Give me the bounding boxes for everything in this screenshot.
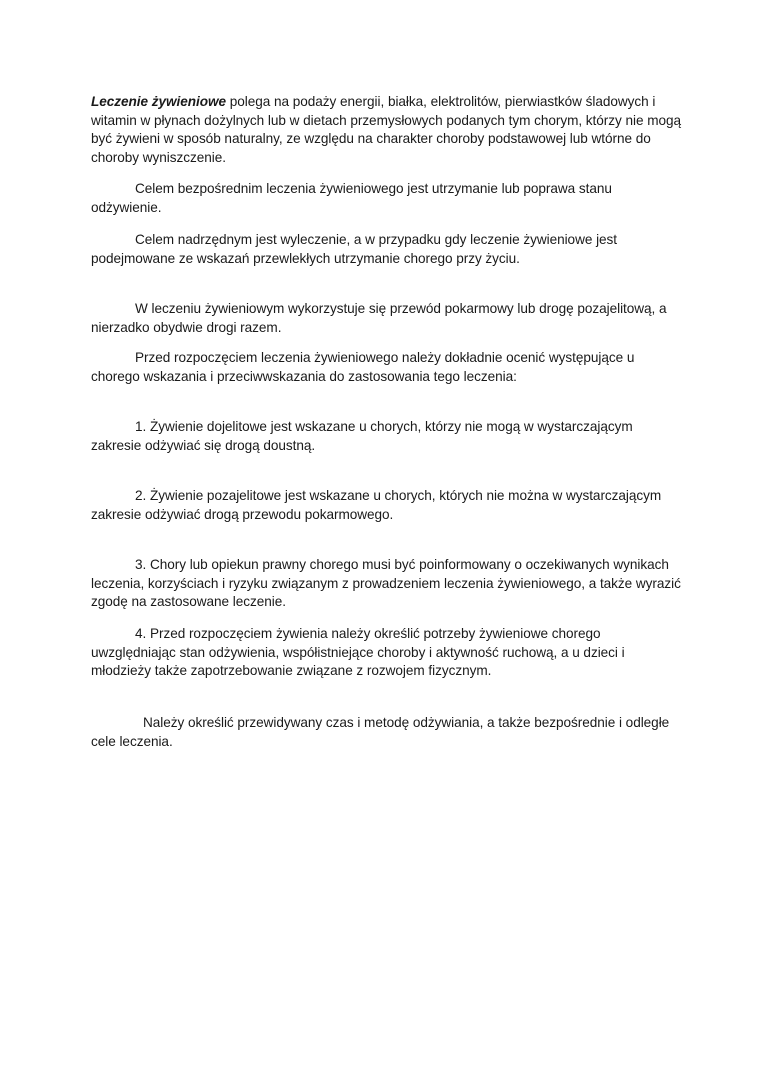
intro-term: Leczenie żywieniowe bbox=[91, 94, 227, 109]
list-item bbox=[91, 487, 681, 524]
paragraph-main-goal bbox=[91, 231, 681, 268]
list-item bbox=[91, 556, 681, 612]
list-item bbox=[91, 625, 681, 681]
list-item-text: 4. Przed rozpoczęciem żywienia należy określić potrzeby żywieniowe chorego uwzględniając stan odżywienia, współistniejące choroby i aktywność ruchową, a u dzieci i młodzieży także zapotrzebowanie związane z rozwojem fizycznym. bbox=[91, 626, 625, 679]
list-item bbox=[91, 418, 681, 455]
list-item-text: 3. Chory lub opiekun prawny chorego musi być poinformowany o oczekiwanych wynikach leczenia, korzyściach i ryzyku związanym z prowadzeniem leczenia żywieniowego, a także wyrazić zgodę na zastosowane leczenie. bbox=[91, 557, 681, 610]
closing-paragraph bbox=[91, 714, 681, 751]
list-item-text: 2. Żywienie pozajelitowe jest wskazane u chorych, których nie można w wystarczającym zakresie odżywiać drogą przewodu pokarmowego. bbox=[91, 488, 662, 522]
paragraph-routes bbox=[91, 300, 681, 337]
intro-paragraph bbox=[91, 93, 681, 167]
closing-paragraph-text: Należy określić przewidywany czas i metodę odżywiania, a także bezpośrednie i odległe cele leczenia. bbox=[91, 715, 670, 749]
paragraph-direct-goal bbox=[91, 180, 681, 217]
paragraph-main-goal-text: Celem nadrzędnym jest wyleczenie, a w przypadku gdy leczenie żywieniowe jest podejmowane ze wskazań przewlekłych utrzymanie chorego przy życiu. bbox=[91, 232, 618, 266]
intro-text: polega na podaży energii, białka, elektrolitów, pierwiastków śladowych i witamin w płynach dożylnych lub w dietach przemysłowych podanych tym chorym, którzy nie mogą być żywieni w sposób naturalny, ze względu na charakter choroby podstawowej lub wtórne do choroby wyniszczenie. bbox=[91, 94, 681, 165]
list-item-text: 1. Żywienie dojelitowe jest wskazane u chorych, którzy nie mogą w wystarczającym zakresie odżywiać się drogą doustną. bbox=[91, 419, 633, 453]
paragraph-routes-text: W leczeniu żywieniowym wykorzystuje się przewód pokarmowy lub drogę pozajelitową, a nierzadko obydwie drogi razem. bbox=[91, 301, 667, 335]
paragraph-assessment-text: Przed rozpoczęciem leczenia żywieniowego należy dokładnie ocenić występujące u chorego wskazania i przeciwwskazania do zastosowania tego leczenia: bbox=[91, 350, 635, 384]
paragraph-direct-goal-text: Celem bezpośrednim leczenia żywieniowego jest utrzymanie lub poprawa stanu odżywienie. bbox=[91, 181, 612, 215]
paragraph-assessment bbox=[91, 349, 681, 386]
